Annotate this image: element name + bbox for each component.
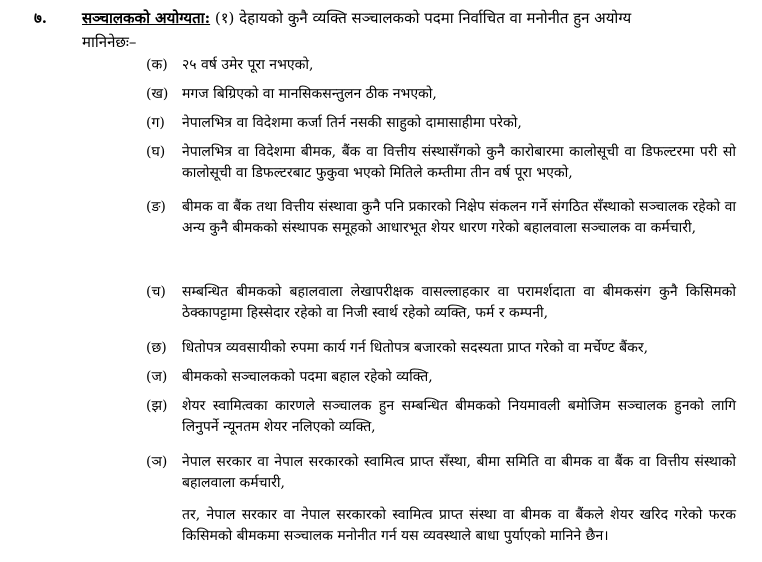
- clause-label: (ङ): [146, 199, 166, 215]
- clause-label: (छ): [146, 340, 167, 356]
- clause-paragraph: नेपालभित्र वा विदेशमा कर्जा तिर्न नसकी साहुको दामासाहीमा परेको,: [182, 115, 522, 131]
- section-title: सञ्चालकको अयोग्यता:: [82, 9, 211, 27]
- clause-text: [182, 142, 736, 184]
- clause-paragraph: नेपाल सरकार वा नेपाल सरकारको स्वामित्व प्राप्त सँस्था, बीमा समिति वा बीमक वा बैंक वा वित्तीय संस्थाको बहालवाला कर्मचारी,: [182, 454, 736, 491]
- clause-label: (ग): [146, 115, 165, 131]
- clause-text: [182, 197, 736, 239]
- section-intro: (१) देहायको कुनै व्यक्ति सञ्चालकको पदमा निर्वाचित वा मनोनीत हुन अयोग्य: [210, 9, 632, 27]
- clause-text: [182, 113, 736, 134]
- clause-paragraph: सम्बन्धित बीमकको बहालवाला लेखापरीक्षक वासल्लाहकार वा परामर्शदाता वा बीमकसंग कुनै किसिमको ठेक्कापट्टामा हिस्सेदार रहेको वा निजी स्वार्थ रहेको व्यक्ति, फर्म र कम्पनी,: [182, 284, 736, 321]
- section-heading-line: [82, 8, 742, 29]
- clause-text: [182, 338, 736, 359]
- clause-proviso: तर, नेपाल सरकार वा नेपाल सरकारको स्वामित्व प्राप्त संस्था वा बीमक वा बैंकले शेयर खरिद गरेको फरक किसिमको बीमकमा सञ्चालक मनोनीत गर्न यस व्यवस्थाले बाधा पुर्याएको मानिने छैन।: [182, 507, 736, 544]
- clause-label: (च): [146, 284, 166, 300]
- clause-label: (झ): [146, 398, 168, 414]
- clause-label: (क): [146, 57, 168, 73]
- clause-text: [182, 282, 736, 324]
- section-intro-continuation: मानिनेछः–: [82, 33, 137, 51]
- clause-paragraph: बीमक वा बैंक तथा वित्तीय संस्थावा कुनै पनि प्रकारको निक्षेप संकलन गर्ने संगठित सँस्थाको सञ्चालक रहेको वा अन्य कुनै बीमकको संस्थापक समूहको आधारभूत शेयर धारण गरेको बहालवाला सञ्चालक वा कर्मचारी,: [182, 199, 736, 236]
- clause-paragraph: धितोपत्र व्यवसायीको रुपमा कार्य गर्न धितोपत्र बजारको सदस्यता प्राप्त गरेको वा मर्चेण्ट बैंकर,: [182, 340, 649, 356]
- section-number: ७.: [34, 9, 48, 27]
- clause-label: (ञ): [146, 454, 168, 470]
- clause-text: [182, 84, 736, 105]
- clause-paragraph: नेपालभित्र वा विदेशमा बीमक, बैंक वा वित्तीय संस्थासँगको कुनै कारोबारमा कालोसूची वा डिफल्टरमा परी सो कालोसूची वा डिफल्टरबाट फुकुवा भएको मितिले कम्तीमा तीन वर्ष पूरा भएको,: [182, 144, 736, 181]
- clause-paragraph: शेयर स्वामित्वका कारणले सञ्चालक हुन सम्बन्धित बीमकको नियमावली बमोजिम सञ्चालक हुनको लागि लिनुपर्ने न्यूनतम शेयर नलिएको व्यक्ति,: [182, 398, 736, 435]
- clause-label: (घ): [146, 144, 166, 160]
- clause-paragraph: मगज बिग्रिएको वा मानसिकसन्तुलन ठीक नभएको,: [182, 86, 437, 102]
- clause-text: [182, 452, 736, 547]
- clause-text: [182, 367, 736, 388]
- clause-text: [182, 55, 736, 76]
- clause-paragraph: २५ वर्ष उमेर पूरा नभएको,: [182, 57, 314, 73]
- clause-label: (ज): [146, 369, 168, 385]
- clause-text: [182, 396, 736, 438]
- clause-paragraph: बीमकको सञ्चालकको पदमा बहाल रहेको व्यक्ति,: [182, 369, 433, 385]
- clause-label: (ख): [146, 86, 169, 102]
